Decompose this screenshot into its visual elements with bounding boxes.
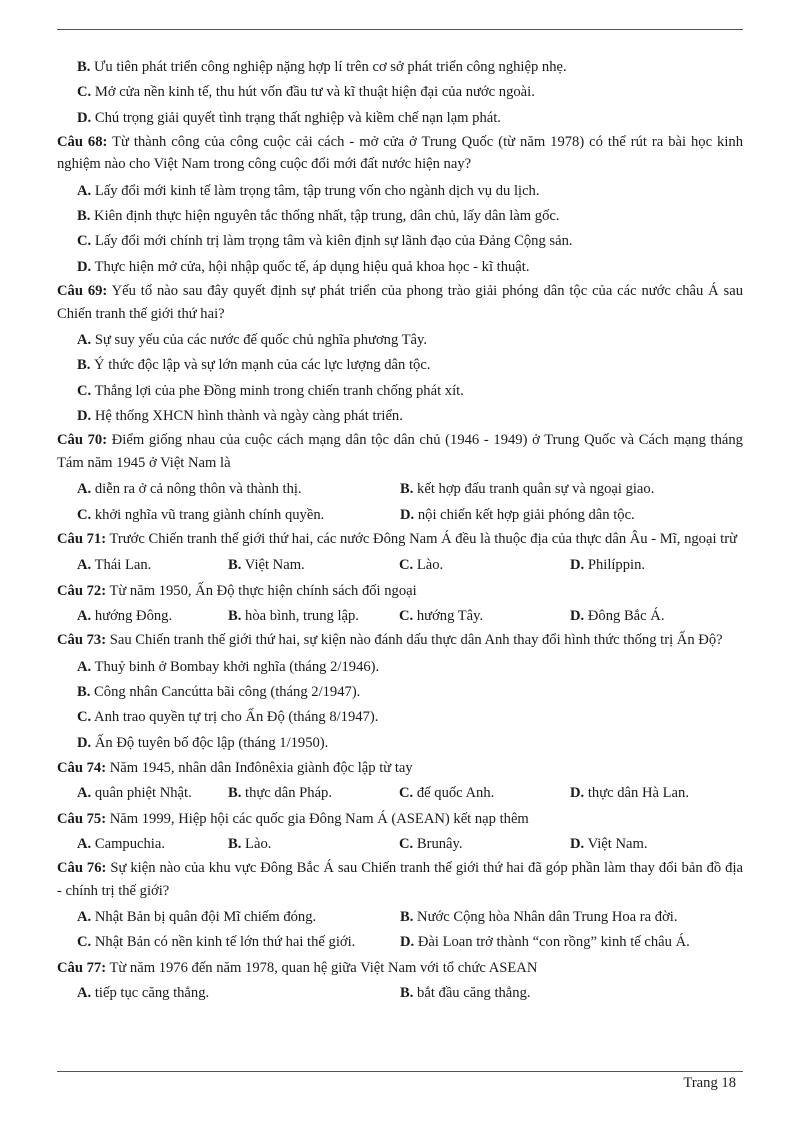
question-number: Câu 68: <box>57 133 108 150</box>
question-number: Câu 76: <box>57 860 107 877</box>
option: A. Thái Lan. <box>77 557 152 574</box>
question-number: Câu 73: <box>57 632 107 649</box>
option: C. Nhật Bản có nền kinh tế lớn thứ hai thế giới. <box>77 934 356 951</box>
question-75 <box>57 807 743 832</box>
option: A. Sự suy yếu của các nước đế quốc chủ nghĩa phương Tây. <box>77 332 428 349</box>
option: A. quân phiệt Nhật. <box>77 785 192 802</box>
option: D. Đài Loan trở thành “con rồng” kinh tế châu Á. <box>400 934 690 951</box>
option: A. hướng Đông. <box>77 607 173 624</box>
option: D. nội chiến kết hợp giải phóng dân tộc. <box>400 506 635 523</box>
option: B. Việt Nam. <box>228 557 305 574</box>
question-text: Sự kiện nào của khu vực Đông Bắc Á sau Chiến tranh thế giới thứ hai đã góp phần làm thay đổi bản đồ địa - chính trị thế giới? <box>57 860 744 899</box>
question-text: Từ năm 1950, Ấn Độ thực hiện chính sách đối ngoại <box>109 582 417 599</box>
question-text: Sau Chiến tranh thế giới thứ hai, sự kiện nào đánh dấu thực dân Anh thay đổi hình thức thống trị Ấn Độ? <box>109 632 723 649</box>
option: C. Mở cửa nền kinh tế, thu hút vốn đầu tư và kĩ thuật hiện đại của nước ngoài. <box>77 84 535 101</box>
question-72 <box>57 579 743 604</box>
question-number: Câu 71: <box>57 530 107 547</box>
option: B. kết hợp đấu tranh quân sự và ngoại giao. <box>400 481 655 498</box>
option-row <box>57 905 743 930</box>
question-71 <box>57 528 743 551</box>
option: C. Brunây. <box>399 835 463 852</box>
option: C. Thắng lợi của phe Đồng minh trong chiến tranh chống phát xít. <box>77 382 464 399</box>
question-number: Câu 77: <box>57 959 107 976</box>
option: D. Thực hiện mở cửa, hội nhập quốc tế, áp dụng hiệu quả khoa học - kĩ thuật. <box>77 258 530 275</box>
question-number: Câu 72: <box>57 582 107 599</box>
footer-rule <box>57 1071 743 1072</box>
option-row <box>57 503 743 528</box>
question-text: Từ thành công của công cuộc cải cách - mở cửa ở Trung Quốc (từ năm 1978) có thể rút ra bài học kinh nghiệm nào cho Việt Nam trong công cuộc đổi mới đất nước hiện nay? <box>57 133 743 173</box>
option: A. Campuchia. <box>77 835 165 852</box>
option-row <box>57 832 743 857</box>
option-row <box>57 781 743 806</box>
option-row <box>57 930 743 955</box>
question-text: Trước Chiến tranh thế giới thứ hai, các nước Đông Nam Á đều là thuộc địa của thực dân Âu - Mĩ, ngoại trừ <box>109 530 737 547</box>
option: C. Anh trao quyền tự trị cho Ấn Độ (tháng 8/1947). <box>77 709 379 726</box>
option: B. Công nhân Cancútta bãi công (tháng 2/1947). <box>77 684 361 701</box>
option: C. khởi nghĩa vũ trang giành chính quyền. <box>77 506 325 523</box>
question-text: Năm 1945, nhân dân Inđônêxia giành độc lập từ tay <box>109 759 413 776</box>
question-number: Câu 70: <box>57 432 108 449</box>
option: A. Nhật Bản bị quân đội Mĩ chiếm đóng. <box>77 909 317 926</box>
option: D. Việt Nam. <box>570 835 648 852</box>
option: D. Chú trọng giải quyết tình trạng thất nghiệp và kiềm chế nạn lạm phát. <box>77 109 501 126</box>
option-row <box>57 981 743 1006</box>
option-row <box>57 477 743 502</box>
option: C. hướng Tây. <box>399 607 484 624</box>
option: B. Lào. <box>228 835 272 852</box>
option: C. đế quốc Anh. <box>399 785 495 802</box>
option-row <box>57 553 743 578</box>
question-76 <box>57 857 743 902</box>
question-77 <box>57 956 743 981</box>
question-text: Từ năm 1976 đến năm 1978, quan hệ giữa Việt Nam với tổ chức ASEAN <box>109 959 538 976</box>
question-69 <box>57 280 743 325</box>
question-number: Câu 69: <box>57 283 108 300</box>
header-rule <box>57 29 743 30</box>
question-73 <box>57 629 743 652</box>
question-text: Điểm giống nhau của cuộc cách mạng dân tộc dân chủ (1946 - 1949) ở Trung Quốc và Cách mạng tháng Tám năm 1945 ở Việt Nam là <box>57 432 743 471</box>
page-content <box>57 55 743 1006</box>
option: A. diễn ra ở cả nông thôn và thành thị. <box>77 481 302 498</box>
question-number: Câu 74: <box>57 759 107 776</box>
question-74 <box>57 756 743 781</box>
option: D. thực dân Hà Lan. <box>570 785 689 802</box>
question-text: Yếu tố nào sau đây quyết định sự phát triển của phong trào giải phóng dân tộc của các nước châu Á sau Chiến tranh thế giới thứ hai? <box>57 283 744 322</box>
option-row <box>57 604 743 629</box>
option: B. bắt đầu căng thẳng. <box>400 985 531 1002</box>
option: B. Ý thức độc lập và sự lớn mạnh của các lực lượng dân tộc. <box>77 357 431 374</box>
page-number: Trang 18 <box>683 1075 736 1091</box>
option: B. hòa bình, trung lập. <box>228 607 359 624</box>
option: A. Thuỷ binh ở Bombay khởi nghĩa (tháng 2/1946). <box>77 658 380 675</box>
option: D. Đông Bắc Á. <box>570 607 665 624</box>
option: C. Lào. <box>399 557 444 574</box>
option: C. Lấy đổi mới chính trị làm trọng tâm và kiên định sự lãnh đạo của Đảng Cộng sản. <box>77 233 573 250</box>
question-text: Năm 1999, Hiệp hội các quốc gia Đông Nam Á (ASEAN) kết nạp thêm <box>109 810 529 827</box>
option: B. Ưu tiên phát triển công nghiệp nặng hợp lí trên cơ sở phát triển công nghiệp nhẹ. <box>77 59 567 75</box>
option: D. Ấn Độ tuyên bố độc lập (tháng 1/1950). <box>77 734 329 751</box>
question-70 <box>57 429 743 474</box>
option: B. thực dân Pháp. <box>228 785 332 802</box>
option: D. Philíppin. <box>570 557 646 574</box>
question-68 <box>57 131 743 176</box>
question-number: Câu 75: <box>57 810 107 827</box>
option: B. Kiên định thực hiện nguyên tắc thống nhất, tập trung, dân chủ, lấy dân làm gốc. <box>77 208 560 225</box>
option: D. Hệ thống XHCN hình thành và ngày càng phát triển. <box>77 407 403 424</box>
option: A. tiếp tục căng thẳng. <box>77 985 210 1002</box>
option: A. Lấy đổi mới kinh tế làm trọng tâm, tập trung vốn cho ngành dịch vụ du lịch. <box>77 182 540 199</box>
option: B. Nước Cộng hòa Nhân dân Trung Hoa ra đời. <box>400 909 678 926</box>
